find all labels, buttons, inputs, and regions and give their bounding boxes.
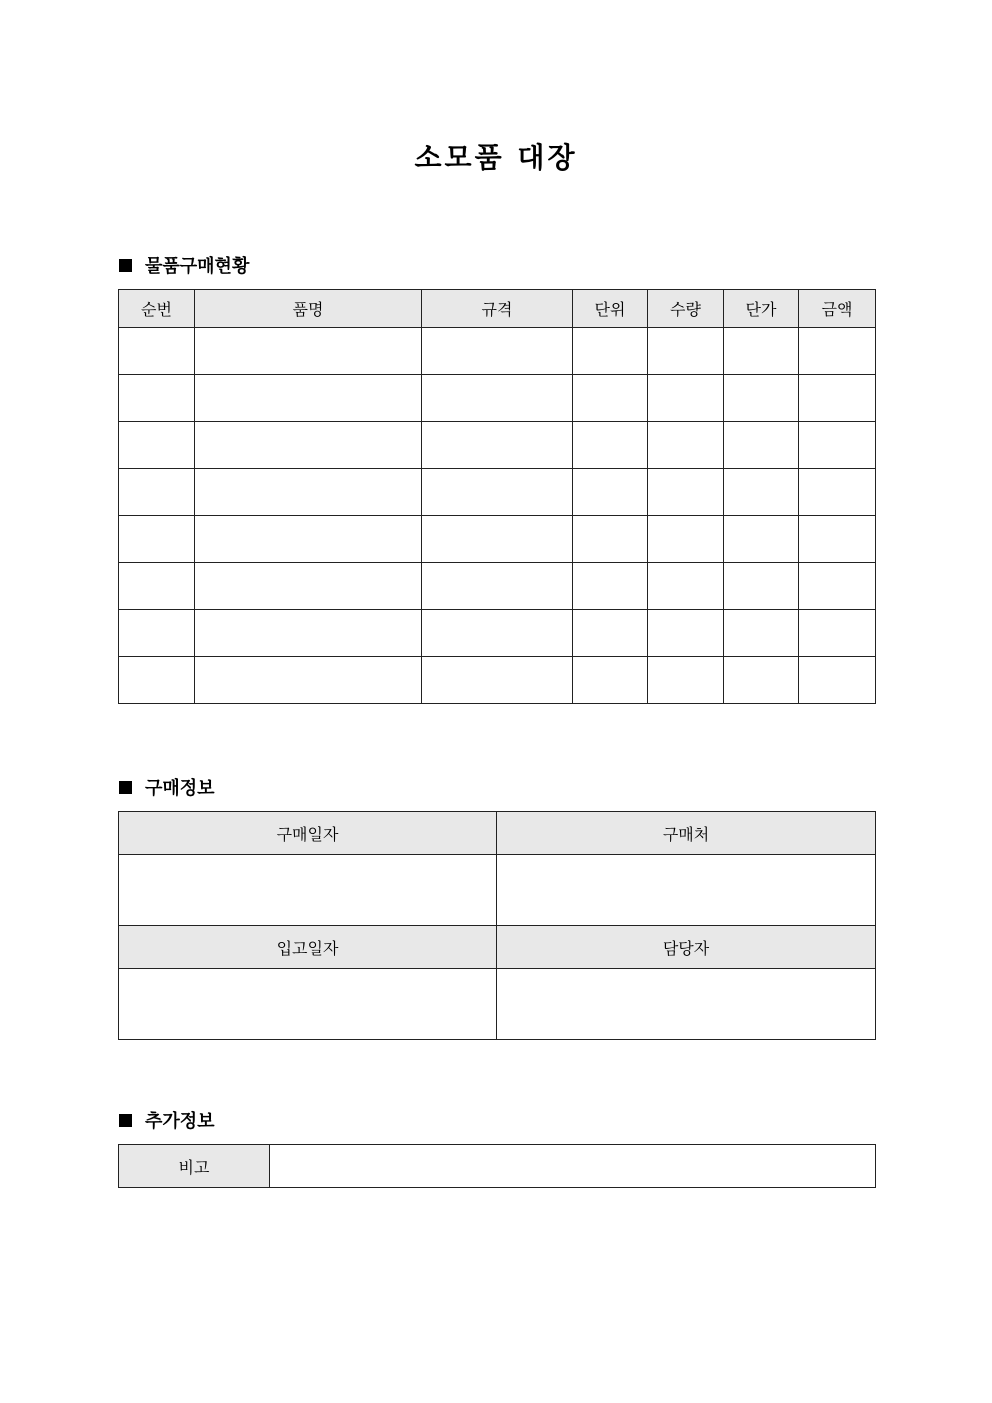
cell-unit-price[interactable]: [724, 375, 799, 422]
cell-unit-price[interactable]: [724, 422, 799, 469]
cell-unit[interactable]: [573, 469, 648, 516]
column-header-no: 순번: [119, 290, 195, 328]
cell-spec[interactable]: [422, 422, 573, 469]
cell-quantity[interactable]: [648, 657, 724, 704]
column-header-item-name: 품명: [195, 290, 422, 328]
document-title: 소모품 대장: [414, 141, 578, 174]
cell-quantity[interactable]: [648, 563, 724, 610]
purchase-date-field[interactable]: [119, 855, 497, 926]
cell-item-name[interactable]: [195, 375, 422, 422]
cell-no[interactable]: [119, 469, 195, 516]
cell-quantity[interactable]: [648, 375, 724, 422]
cell-amount[interactable]: [799, 657, 876, 704]
column-header-amount: 금액: [799, 290, 876, 328]
cell-unit-price[interactable]: [724, 610, 799, 657]
cell-unit[interactable]: [573, 563, 648, 610]
cell-unit-price[interactable]: [724, 469, 799, 516]
cell-item-name[interactable]: [195, 422, 422, 469]
cell-item-name[interactable]: [195, 328, 422, 375]
section-heading-additional-info: [119, 1108, 215, 1132]
square-bullet-icon: [119, 259, 132, 272]
remarks-label: 비고: [119, 1145, 270, 1188]
section-heading-label: 물품구매현황: [145, 256, 250, 277]
purchase-info-table: [118, 811, 876, 1040]
cell-spec[interactable]: [422, 610, 573, 657]
cell-unit[interactable]: [573, 328, 648, 375]
purchase-status-table: [118, 289, 876, 704]
table-row: [119, 328, 876, 375]
cell-item-name[interactable]: [195, 469, 422, 516]
square-bullet-icon: [119, 1114, 132, 1127]
cell-amount[interactable]: [799, 563, 876, 610]
cell-item-name[interactable]: [195, 563, 422, 610]
cell-unit-price[interactable]: [724, 516, 799, 563]
cell-no[interactable]: [119, 422, 195, 469]
section-heading-purchase-info: [119, 775, 215, 799]
table-row: [119, 563, 876, 610]
additional-info-table: [118, 1144, 876, 1188]
cell-no[interactable]: [119, 610, 195, 657]
cell-amount[interactable]: [799, 375, 876, 422]
table-row: [119, 422, 876, 469]
cell-unit[interactable]: [573, 422, 648, 469]
vendor-label: 구매처: [497, 812, 876, 855]
purchase-date-label: 구매일자: [119, 812, 497, 855]
cell-no[interactable]: [119, 375, 195, 422]
cell-amount[interactable]: [799, 469, 876, 516]
cell-unit[interactable]: [573, 516, 648, 563]
cell-item-name[interactable]: [195, 657, 422, 704]
remarks-field[interactable]: [270, 1145, 876, 1188]
cell-quantity[interactable]: [648, 422, 724, 469]
table-row: [119, 469, 876, 516]
manager-field[interactable]: [497, 969, 876, 1040]
table-row: [119, 375, 876, 422]
cell-amount[interactable]: [799, 610, 876, 657]
cell-item-name[interactable]: [195, 516, 422, 563]
cell-spec[interactable]: [422, 516, 573, 563]
cell-amount[interactable]: [799, 328, 876, 375]
manager-label: 담당자: [497, 926, 876, 969]
column-header-unit: 단위: [573, 290, 648, 328]
cell-unit[interactable]: [573, 657, 648, 704]
cell-spec[interactable]: [422, 469, 573, 516]
cell-quantity[interactable]: [648, 516, 724, 563]
cell-no[interactable]: [119, 657, 195, 704]
cell-unit[interactable]: [573, 610, 648, 657]
cell-quantity[interactable]: [648, 469, 724, 516]
cell-quantity[interactable]: [648, 328, 724, 375]
column-header-spec: 규격: [422, 290, 573, 328]
cell-no[interactable]: [119, 516, 195, 563]
cell-spec[interactable]: [422, 375, 573, 422]
cell-quantity[interactable]: [648, 610, 724, 657]
table-row: [119, 657, 876, 704]
square-bullet-icon: [119, 781, 132, 794]
cell-unit-price[interactable]: [724, 563, 799, 610]
cell-unit-price[interactable]: [724, 328, 799, 375]
table-row: [119, 516, 876, 563]
receipt-date-label: 입고일자: [119, 926, 497, 969]
cell-amount[interactable]: [799, 422, 876, 469]
cell-spec[interactable]: [422, 657, 573, 704]
cell-item-name[interactable]: [195, 610, 422, 657]
cell-spec[interactable]: [422, 328, 573, 375]
section-heading-label: 추가정보: [145, 1111, 215, 1132]
cell-unit-price[interactable]: [724, 657, 799, 704]
column-header-unit-price: 단가: [724, 290, 799, 328]
vendor-field[interactable]: [497, 855, 876, 926]
section-heading-purchase-status: [119, 253, 249, 277]
cell-no[interactable]: [119, 563, 195, 610]
cell-spec[interactable]: [422, 563, 573, 610]
section-heading-label: 구매정보: [145, 778, 215, 799]
cell-amount[interactable]: [799, 516, 876, 563]
receipt-date-field[interactable]: [119, 969, 497, 1040]
table-header-row: [119, 290, 876, 328]
column-header-quantity: 수량: [648, 290, 724, 328]
table-row: [119, 610, 876, 657]
cell-no[interactable]: [119, 328, 195, 375]
cell-unit[interactable]: [573, 375, 648, 422]
